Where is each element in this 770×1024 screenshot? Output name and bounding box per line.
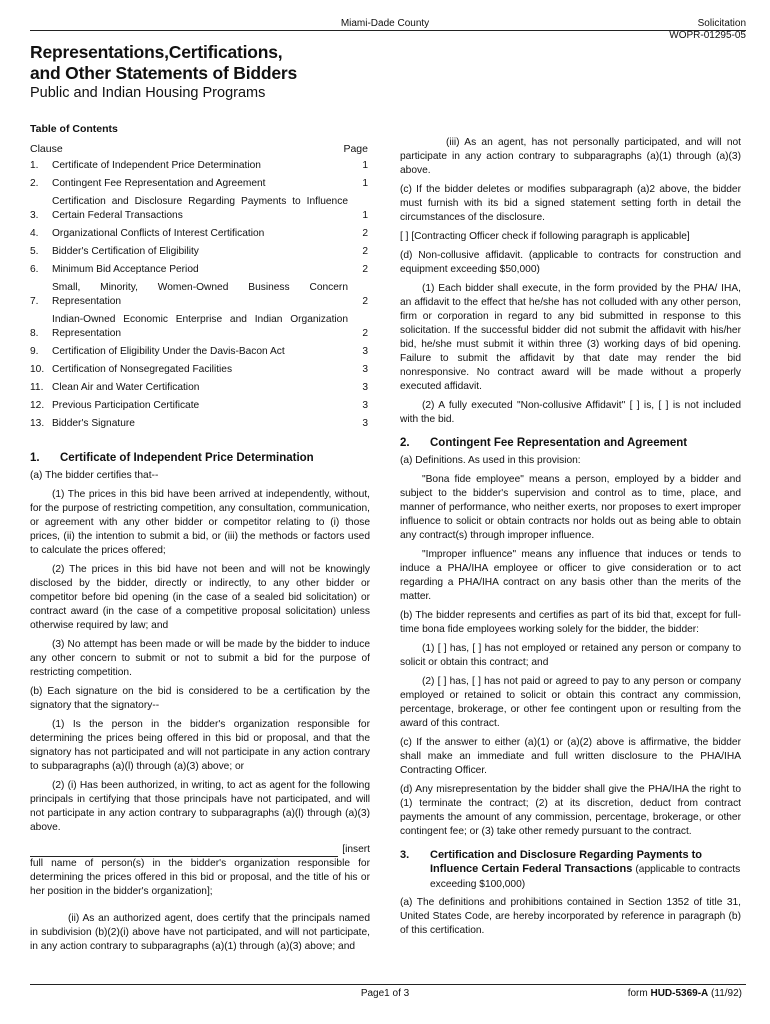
toc-page-label: Page	[343, 143, 368, 155]
toc-item-number: 12.	[30, 400, 45, 411]
section-title-block	[430, 848, 741, 892]
footer-rule	[30, 984, 746, 985]
paragraph: (c) If the answer to either (a)(1) or (a)(2) above is affirmative, the bidder shall make an immediate and full written disclosure to the PHA/IHA Contracting Officer.	[400, 737, 741, 776]
toc-item-page: 2	[362, 264, 368, 275]
toc-item	[30, 417, 370, 431]
toc-title: Table of Contents	[30, 123, 118, 135]
toc-item	[30, 159, 370, 173]
paragraph: (b) Each signature on the bid is considered to be a certification by the signatory that the signatory--	[30, 686, 370, 711]
toc-item-text: Certification and Disclosure Regarding Payments to Influence Certain Federal Transactions	[52, 196, 348, 221]
document-subtitle: Public and Indian Housing Programs	[30, 85, 266, 101]
toc-item-page: 3	[362, 418, 368, 429]
paragraph: (b) The bidder represents and certifies as part of its bid that, except for full-time bona fide employees working solely for the bidder, the bidder:	[400, 610, 741, 635]
paragraph: (a) Definitions. As used in this provision:	[400, 455, 581, 466]
toc-header	[30, 142, 370, 156]
checkbox-option[interactable]: (2) [ ] has, [ ] has not paid or agreed to pay to any person or company employed or retained to solicit or obtain this contract any commission, percentage, brokerage, or other fee contingent upon or resulting from the award of this contract.	[400, 676, 741, 729]
toc-item	[30, 363, 370, 377]
toc-list	[30, 159, 370, 431]
header-rule	[30, 30, 746, 31]
toc-item-text: Organizational Conflicts of Interest Certification	[52, 228, 265, 239]
paragraph: full name of person(s) in the bidder's organization responsible for determining the prices offered in this bid or proposal, and the title of his or her position in the bidder's organization];	[30, 858, 370, 897]
document-title	[30, 42, 297, 84]
toc-item	[30, 281, 370, 309]
section-title: Contingent Fee Representation and Agreement	[430, 437, 688, 449]
paragraph: (2) The prices in this bid have not been and will not be knowingly disclosed by the bidder, directly or indirectly, to any other bidder or competitor before bid opening (in the case of a sealed bid solicitation) or contract award (in the case of a competitive proposal solicitation) unless otherwise required by law; and	[30, 564, 370, 631]
toc-item-page: 2	[362, 246, 368, 257]
toc-item-number: 8.	[30, 328, 39, 339]
title-line-2: and Other Statements of Bidders	[30, 63, 298, 83]
toc-item-text: Previous Participation Certificate	[52, 400, 200, 411]
section-3-heading	[400, 848, 741, 892]
paragraph[interactable]: (2) A fully executed "Non-collusive Affidavit" [ ] is, [ ] is not included with the bid.	[400, 400, 741, 425]
section-note: (applicable to contracts exceeding $100,000)	[430, 864, 741, 890]
toc-item-page: 1	[362, 160, 368, 171]
toc-item	[30, 313, 370, 341]
toc-item-text: Contingent Fee Representation and Agreement	[52, 178, 266, 189]
footer-form-id	[628, 988, 742, 999]
toc-item-number: 6.	[30, 264, 39, 275]
toc-item-page: 3	[362, 400, 368, 411]
form-number: HUD-5369-A	[650, 988, 709, 999]
paragraph: (2) (i) Has been authorized, in writing, to act as agent for the following principals in certifying that those principals have not participated, and will not participate in any action contrary to subparagraphs (a)(l) through (a)(3) above.	[30, 780, 370, 833]
toc-item-page: 2	[362, 228, 368, 239]
paragraph: (a) The definitions and prohibitions contained in Section 1352 of title 31, United States Code, are hereby incorporated by reference in paragraph (b) of this certification.	[400, 897, 741, 936]
toc-item-number: 1.	[30, 160, 39, 171]
toc-item-page: 3	[362, 346, 368, 357]
header-county: Miami-Dade County	[340, 18, 430, 29]
paragraph: (1) Is the person in the bidder's organization responsible for determining the prices being offered in this bid or proposal, and that the signatory has not participated and will not participate in any action contrary to subparagraphs (a)(l) through (a)(3) above; or	[30, 719, 370, 772]
paragraph: (d) Non-collusive affidavit. (applicable to contracts for construction and equipment exceeding $50,000)	[400, 250, 741, 275]
paragraph: (3) No attempt has been made or will be made by the bidder to induce any other concern to submit or not to submit a bid for the purpose of restricting competition.	[30, 639, 370, 678]
toc-item-text: Indian-Owned Economic Enterprise and Indian Organization Representation	[52, 314, 348, 339]
toc-item-number: 7.	[30, 296, 39, 307]
toc-item	[30, 177, 370, 191]
toc-item-page: 1	[362, 178, 368, 189]
toc-item-text: Certificate of Independent Price Determination	[52, 160, 261, 171]
paragraph: (a) The bidder certifies that--	[30, 470, 159, 481]
toc-item	[30, 227, 370, 241]
blank-line[interactable]	[30, 845, 338, 857]
checkbox-option[interactable]: (1) [ ] has, [ ] has not employed or retained any person or company to solicit or obtain this contract; and	[400, 643, 741, 668]
paragraph: "Improper influence" means any influence that induces or tends to induce a PHA/IHA employee or officer to give consideration or to act regarding a PHA/IHA contract on any basis other than the merits of the matter.	[400, 549, 741, 602]
section-2-heading	[400, 436, 741, 450]
right-column	[400, 136, 741, 943]
section-number: 2.	[400, 437, 410, 449]
section-number: 1.	[30, 452, 40, 464]
toc-item-text: Small, Minority, Women-Owned Business Concern Representation	[52, 282, 348, 307]
toc-clause-label: Clause	[30, 143, 63, 155]
paragraph: (1) Each bidder shall execute, in the form provided by the PHA/ IHA, an affidavit to the effect that he/she has not colluded with any other person, firm or corporation in regard to any bid submitted in response to this solicitation. If the successful bidder did not submit the affidavit with his/her bid, he/she must submit it within three (3) working days of bid opening. Failure to submit the affidavit by that date may render the bid nonresponsive. No contract award will be made without a properly executed affidavit.	[400, 283, 741, 392]
toc-item-page: 2	[362, 328, 368, 339]
toc-item-text: Certification of Eligibility Under the Davis-Bacon Act	[52, 346, 285, 357]
paragraph: (iii) As an agent, has not personally participated, and will not participate in any action contrary to subparagraphs (a)(1) through (a)(3) above.	[400, 137, 741, 176]
toc-item-number: 2.	[30, 178, 39, 189]
toc-item-text: Clean Air and Water Certification	[52, 382, 200, 393]
insert-name-field[interactable]	[30, 843, 370, 857]
toc-item-number: 10.	[30, 364, 45, 375]
form-date: (11/92)	[708, 988, 742, 999]
section-title: Certification and Disclosure Regarding Payments to Influence Certain Federal Transactions	[430, 849, 703, 875]
toc-item-page: 3	[362, 364, 368, 375]
toc-item-number: 4.	[30, 228, 39, 239]
paragraph: (ii) As an authorized agent, does certify that the principals named in subdivision (b)(2)(i) above have not participated, and will not participate, in any action contrary to subparagraphs (a)(1) through (a)(3) above; and	[30, 913, 370, 952]
toc-item-page: 3	[362, 382, 368, 393]
toc-item-number: 5.	[30, 246, 39, 257]
header-solicitation-label: Solicitation	[697, 18, 746, 29]
toc-item-text: Certification of Nonsegregated Facilities	[52, 364, 233, 375]
title-line-1: Representations,Certifications,	[30, 42, 283, 62]
toc-item-number: 9.	[30, 346, 39, 357]
footer-page-number: Page1 of 3	[360, 988, 410, 999]
toc-item	[30, 263, 370, 277]
toc-item-page: 1	[362, 210, 368, 221]
paragraph: (c) If the bidder deletes or modifies subparagraph (a)2 above, the bidder must furnish with its bid a signed statement setting forth in detail the circumstances of the disclosure.	[400, 184, 741, 223]
header-solicitation-number: WOPR-01295-05	[669, 30, 746, 41]
toc-item-number: 3.	[30, 210, 39, 221]
toc-item-text: Minimum Bid Acceptance Period	[52, 264, 199, 275]
section-title: Certificate of Independent Price Determination	[60, 452, 314, 464]
left-column	[30, 122, 370, 959]
toc-item-text: Bidder's Signature	[52, 418, 135, 429]
toc-item-text: Bidder's Certification of Eligibility	[52, 246, 199, 257]
paragraph: "Bona fide employee" means a person, employed by a bidder and subject to the bidder's supervision and control as to time, place, and manner of performance, who neither exerts, nor proposes to exert improper influence to solicit or obtain contracts nor holds out as being able to obtain any contract(s) through improper influence.	[400, 474, 741, 541]
section-number: 3.	[400, 849, 410, 861]
toc-item	[30, 399, 370, 413]
paragraph: (d) Any misrepresentation by the bidder shall give the PHA/IHA the right to (1) terminate the contract; (2) at its discretion, deduct from contract payments the amount of any commission, percentage, brokerage, or other contingent fee; or (3) take other remedy pursuant to the contract.	[400, 784, 741, 837]
toc-item-number: 11.	[30, 382, 44, 393]
toc-item	[30, 245, 370, 259]
toc-item-page: 2	[362, 296, 368, 307]
contracting-officer-check[interactable]: [ ] [Contracting Officer check if following paragraph is applicable]	[400, 231, 690, 242]
toc-item	[30, 381, 370, 395]
section-1-heading	[30, 451, 370, 465]
toc-item	[30, 195, 370, 223]
paragraph: (1) The prices in this bid have been arrived at independently, without, for the purpose of restricting competition, any consultation, communication, or agreement with any other bidder or competitor relating to (i) those prices, (ii) the intention to submit a bid, or (iii) the methods or factors used to calculate the prices offered;	[30, 489, 370, 556]
toc-item-number: 13.	[30, 418, 45, 429]
insert-tag: [insert	[342, 844, 370, 855]
form-prefix: form	[627, 988, 651, 999]
toc-item	[30, 345, 370, 359]
